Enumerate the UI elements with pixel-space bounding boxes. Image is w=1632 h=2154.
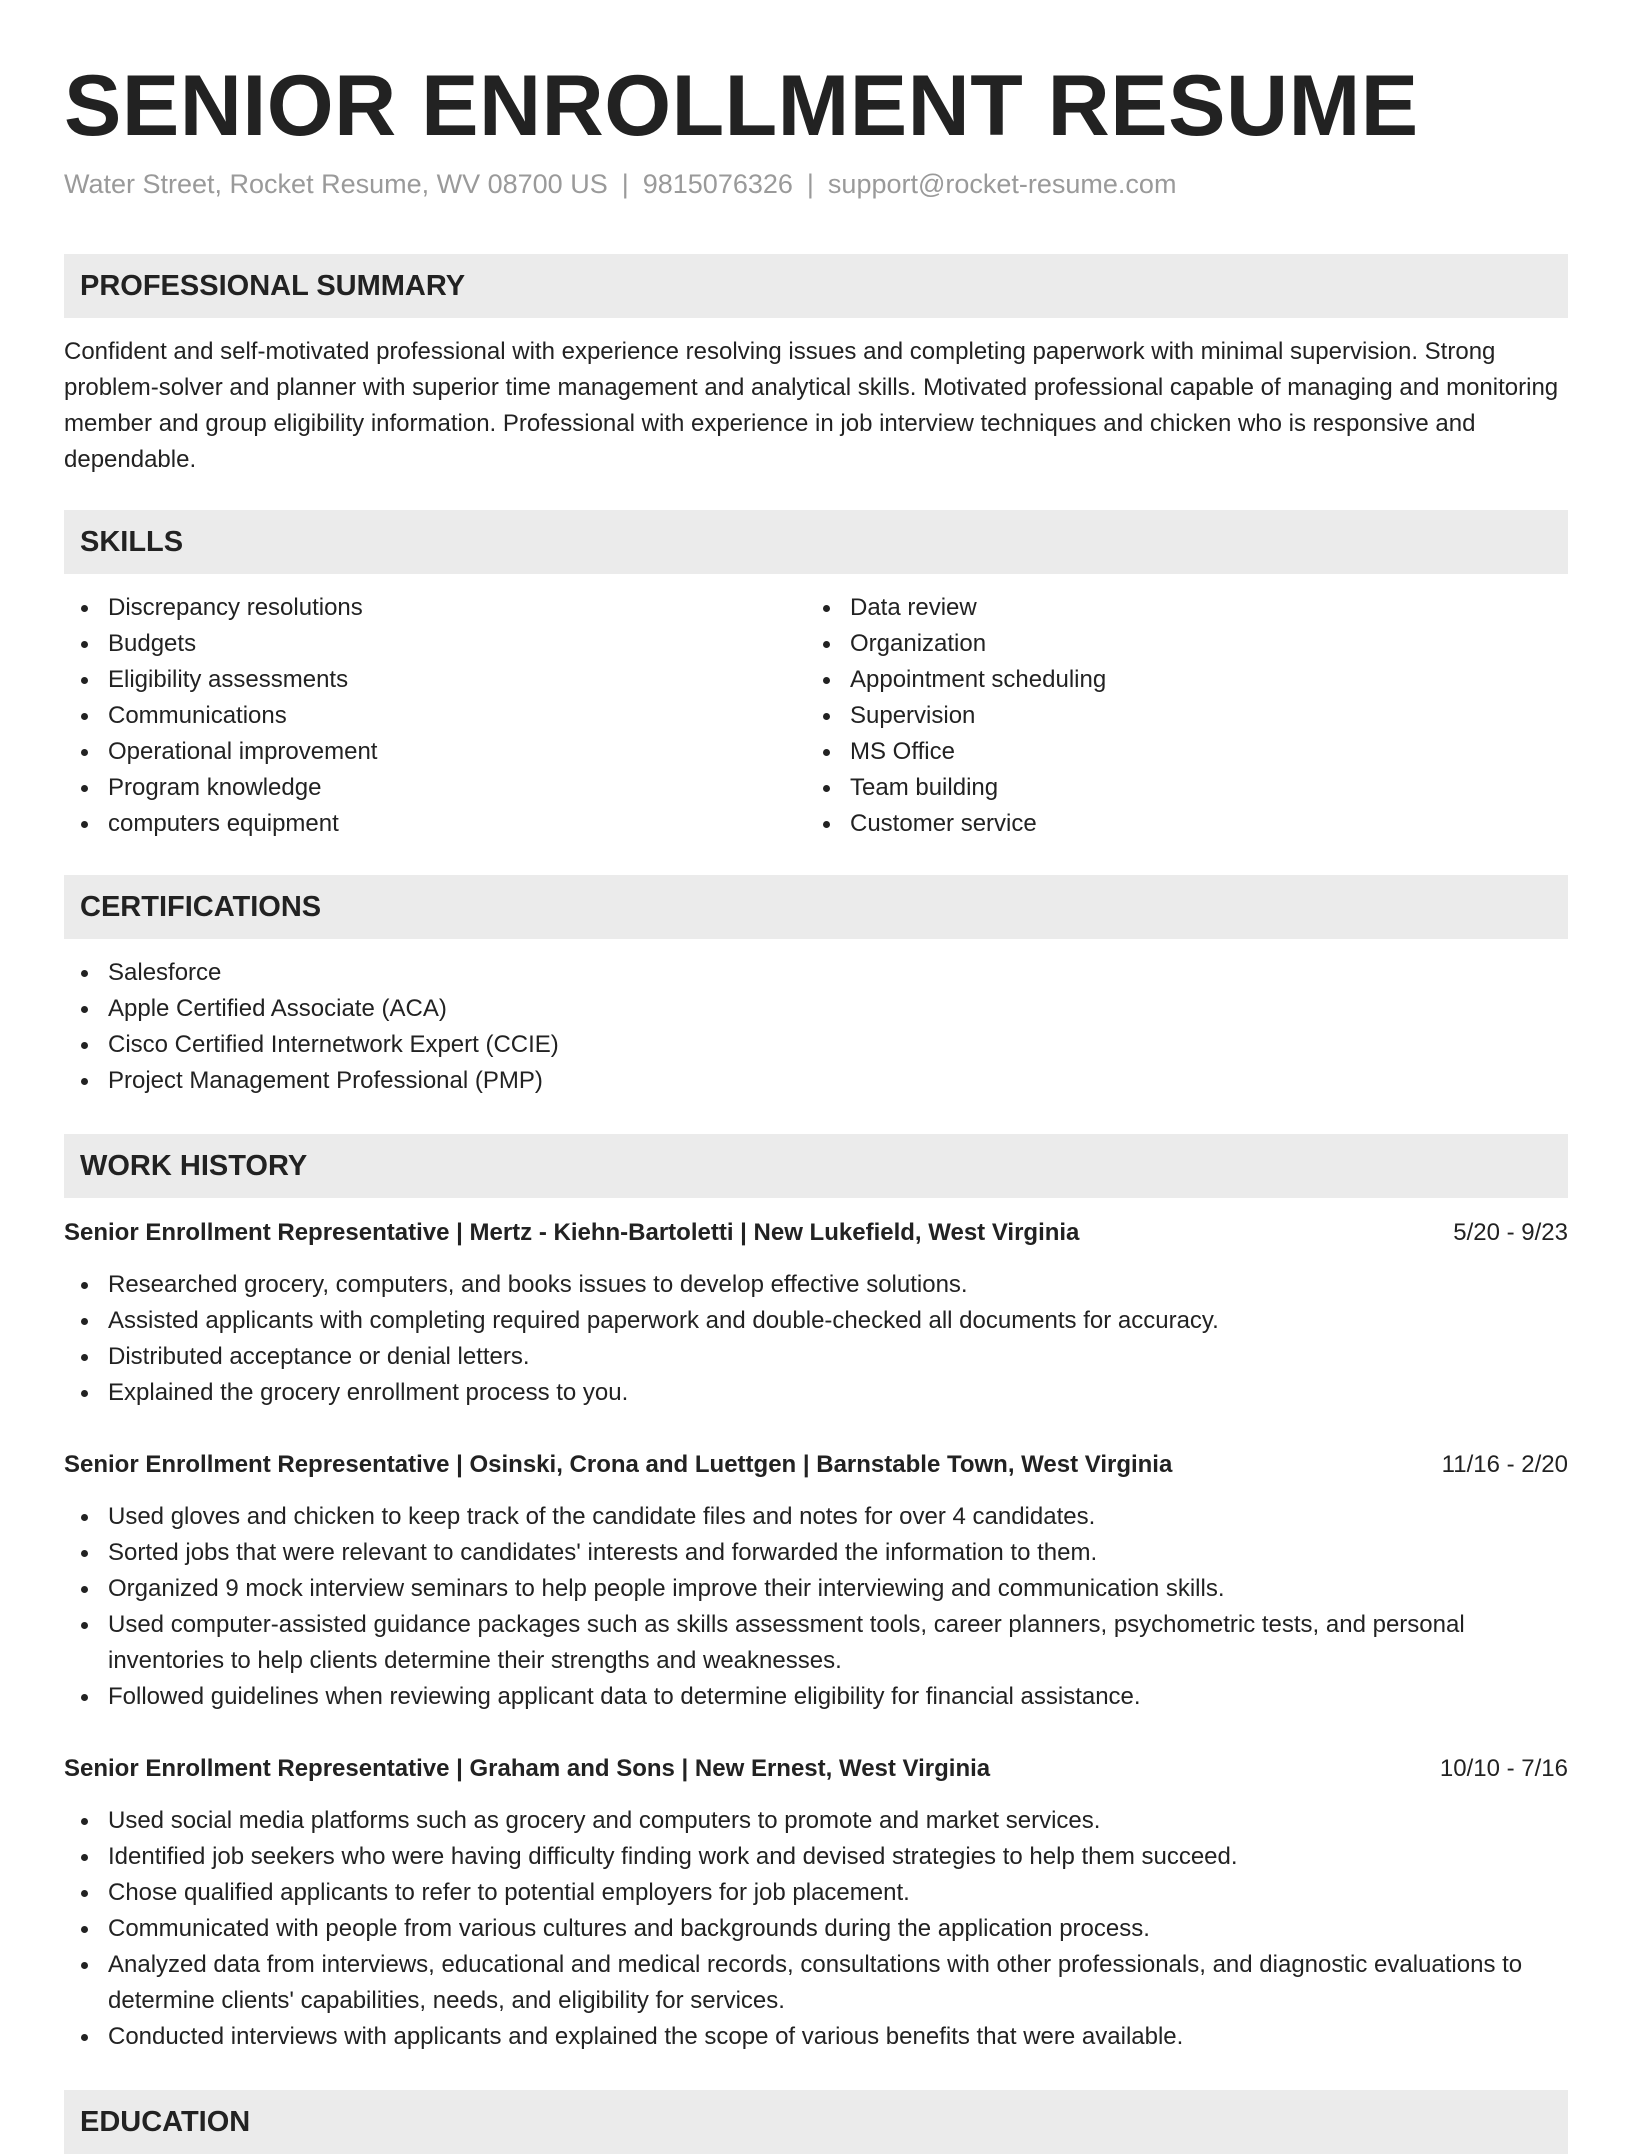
job-bullet: Followed guidelines when reviewing applicant data to determine eligibility for financial assistance. bbox=[64, 1679, 1568, 1715]
job-bullets bbox=[64, 1267, 1568, 1411]
skill-item: Team building bbox=[806, 770, 1546, 806]
job-bullet: Communicated with people from various cultures and backgrounds during the application process. bbox=[64, 1911, 1568, 1947]
job-title: Senior Enrollment Representative | Osinski, Crona and Luettgen | Barnstable Town, West Virginia bbox=[64, 1451, 1173, 1478]
job-bullet: Analyzed data from interviews, educational and medical records, consultations with other professionals, and diagnostic evaluations to determine clients' capabilities, needs, and eligibility for services. bbox=[64, 1947, 1568, 2019]
certifications-section-header bbox=[64, 875, 1568, 939]
job-bullet: Used gloves and chicken to keep track of the candidate files and notes for over 4 candidates. bbox=[64, 1499, 1568, 1535]
contact-separator: | bbox=[806, 169, 814, 199]
job-bullet: Researched grocery, computers, and books issues to develop effective solutions. bbox=[64, 1267, 1568, 1303]
job-bullet: Used social media platforms such as grocery and computers to promote and market services. bbox=[64, 1803, 1568, 1839]
job-title: Senior Enrollment Representative | Mertz - Kiehn-Bartoletti | New Lukefield, West Virginia bbox=[64, 1219, 1080, 1246]
job-header bbox=[64, 1751, 1568, 1787]
skill-item: MS Office bbox=[806, 734, 1546, 770]
skill-item: Appointment scheduling bbox=[806, 662, 1546, 698]
job-title: Senior Enrollment Representative | Graham and Sons | New Ernest, West Virginia bbox=[64, 1755, 991, 1782]
skill-item: Program knowledge bbox=[64, 770, 804, 806]
skill-item: Organization bbox=[806, 626, 1546, 662]
certification-item: Salesforce bbox=[64, 955, 1568, 991]
job-bullet: Explained the grocery enrollment process to you. bbox=[64, 1375, 1568, 1411]
skill-item: Data review bbox=[806, 590, 1546, 626]
skill-item: Budgets bbox=[64, 626, 804, 662]
resume-title: SENIOR ENROLLMENT RESUME bbox=[64, 58, 1419, 154]
summary-section-header bbox=[64, 254, 1568, 318]
job-bullet: Identified job seekers who were having difficulty finding work and devised strategies to help them succeed. bbox=[64, 1839, 1568, 1875]
skills-list-left bbox=[64, 590, 804, 842]
work-history-section-header bbox=[64, 1134, 1568, 1198]
skill-item: computers equipment bbox=[64, 806, 804, 842]
job-bullet: Distributed acceptance or denial letters. bbox=[64, 1339, 1568, 1375]
job-dates: 10/10 - 7/16 bbox=[1439, 1755, 1568, 1782]
certifications-list bbox=[64, 955, 1568, 1099]
skills-list-right bbox=[806, 590, 1546, 842]
contact-address: Water Street, Rocket Resume, WV 08700 US bbox=[64, 169, 608, 199]
skill-item: Eligibility assessments bbox=[64, 662, 804, 698]
skill-item: Customer service bbox=[806, 806, 1546, 842]
job-bullet: Sorted jobs that were relevant to candidates' interests and forwarded the information to them. bbox=[64, 1535, 1568, 1571]
job-header bbox=[64, 1447, 1568, 1483]
skills-section-header bbox=[64, 510, 1568, 574]
education-section-title: EDUCATION bbox=[80, 2106, 251, 2138]
education-section-header bbox=[64, 2090, 1568, 2154]
skill-item: Discrepancy resolutions bbox=[64, 590, 804, 626]
skill-item: Supervision bbox=[806, 698, 1546, 734]
contact-line bbox=[64, 166, 1176, 202]
job-bullet: Organized 9 mock interview seminars to help people improve their interviewing and communication skills. bbox=[64, 1571, 1568, 1607]
certification-item: Cisco Certified Internetwork Expert (CCIE) bbox=[64, 1027, 1568, 1063]
job-bullets bbox=[64, 1803, 1568, 2055]
job-bullet: Assisted applicants with completing required paperwork and double-checked all documents for accuracy. bbox=[64, 1303, 1568, 1339]
job-dates: 5/20 - 9/23 bbox=[1453, 1219, 1568, 1246]
contact-email[interactable]: support@rocket-resume.com bbox=[827, 169, 1177, 199]
job-dates: 11/16 - 2/20 bbox=[1441, 1451, 1568, 1478]
job-bullet: Chose qualified applicants to refer to potential employers for job placement. bbox=[64, 1875, 1568, 1911]
certification-item: Project Management Professional (PMP) bbox=[64, 1063, 1568, 1099]
skills-section-title: SKILLS bbox=[80, 526, 184, 558]
work-history-section-title: WORK HISTORY bbox=[80, 1150, 308, 1182]
job-bullets bbox=[64, 1499, 1568, 1715]
job-bullet: Used computer-assisted guidance packages such as skills assessment tools, career planners, psychometric tests, and personal inventories to help clients determine their strengths and weaknesses. bbox=[64, 1607, 1568, 1679]
job-header bbox=[64, 1215, 1568, 1251]
summary-text: Confident and self-motivated professional with experience resolving issues and completing paperwork with minimal supervision. Strong problem-solver and planner with superior time management and analytical skills. Motivated professional capable of managing and monitoring member and group eligibility information. Professional with experience in job interview techniques and chicken who is responsive and dependable. bbox=[64, 338, 1559, 473]
skill-item: Communications bbox=[64, 698, 804, 734]
skill-item: Operational improvement bbox=[64, 734, 804, 770]
certification-item: Apple Certified Associate (ACA) bbox=[64, 991, 1568, 1027]
contact-separator: | bbox=[621, 169, 629, 199]
job-bullet: Conducted interviews with applicants and explained the scope of various benefits that were available. bbox=[64, 2019, 1568, 2055]
summary-section-title: PROFESSIONAL SUMMARY bbox=[80, 270, 466, 302]
contact-phone: 9815076326 bbox=[642, 169, 793, 199]
certifications-section-title: CERTIFICATIONS bbox=[80, 891, 322, 923]
